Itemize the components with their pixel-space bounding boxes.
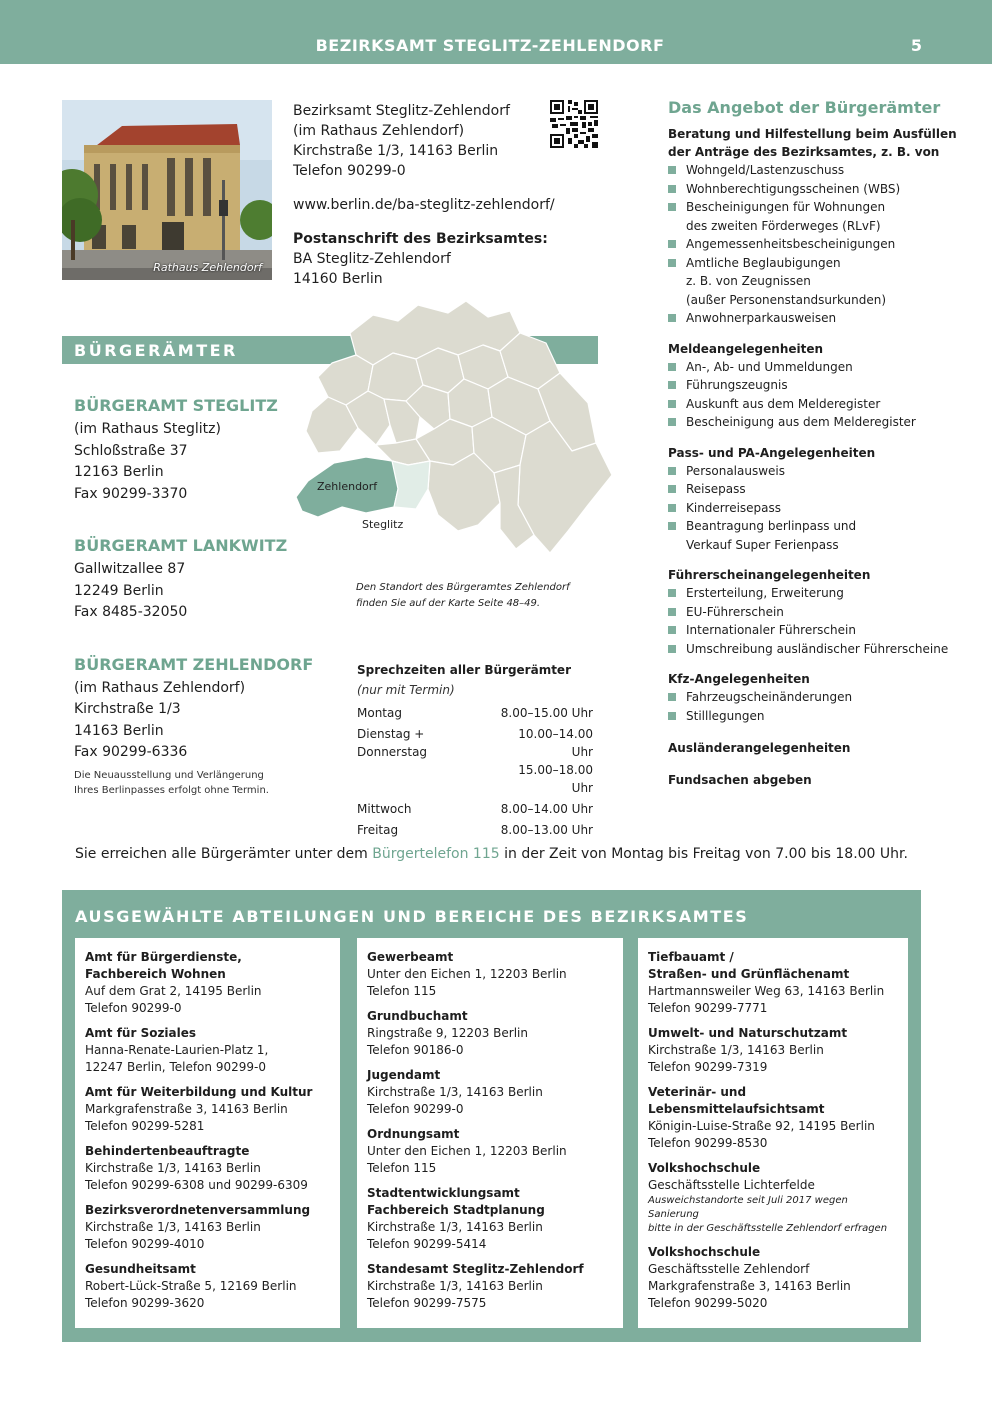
department-note: bitte in der Geschäftsstelle Zehlendorf erfragen (648, 1223, 888, 1234)
office-location: (im Rathaus Zehlendorf) (293, 123, 465, 139)
departments-column-3 (638, 938, 908, 1328)
department-name: Amt für Bürgerdienste, (85, 950, 242, 964)
citizen-phone-link[interactable]: Bürgertelefon 115 (372, 846, 500, 862)
department-line: Telefon 90299-5020 (648, 1296, 768, 1310)
office-line: Kirchstraße 1/3 (74, 701, 181, 717)
department-line: Hanna-Renate-Laurien-Platz 1, (85, 1043, 269, 1057)
office-line: Schloßstraße 37 (74, 442, 188, 459)
department-entry (85, 949, 330, 1017)
opening-hours (357, 660, 593, 839)
department-entry (367, 1126, 613, 1177)
department-line: Telefon 90299-7319 (648, 1060, 768, 1074)
departments-box (62, 890, 921, 1342)
office-line: Fax 90299-3370 (74, 485, 188, 502)
department-name: Fachbereich Stadtplanung (367, 1203, 545, 1217)
office-zehlendorf (74, 654, 334, 798)
department-entry (367, 1185, 613, 1253)
list-item: An-, Ab- und Ummeldungen (668, 358, 978, 377)
departments-column-1 (75, 938, 340, 1328)
hours-times (495, 725, 593, 797)
department-line: Telefon 90299-0 (85, 1001, 182, 1015)
list-item: Wohngeld/Lastenzuschuss (668, 161, 978, 180)
office-lankwitz (74, 535, 334, 624)
department-entry (648, 1244, 898, 1312)
department-entry (367, 1008, 613, 1059)
department-name: Straßen- und Grünflächenamt (648, 967, 850, 981)
hours-times (501, 800, 593, 818)
department-name: Stadtentwicklungsamt (367, 1186, 520, 1200)
services-extra: Ausländerangelegenheiten (668, 741, 851, 755)
services-title: Das Angebot der Bürgerämter (668, 98, 941, 117)
department-name: Bezirksverordnetenversammlung (85, 1203, 311, 1217)
office-line: 12249 Berlin (74, 582, 164, 599)
hours-day: Mittwoch (357, 802, 412, 816)
department-line: Kirchstraße 1/3, 14163 Berlin (85, 1161, 261, 1175)
citizen-phone-line (75, 844, 908, 864)
department-line: Auf dem Grat 2, 14195 Berlin (85, 984, 262, 998)
hours-row (357, 821, 593, 839)
office-title: BÜRGERAMT LANKWITZ (74, 536, 288, 555)
department-name: Amt für Soziales (85, 1026, 197, 1040)
office-name: Bezirksamt Steglitz-Zehlendorf (293, 103, 510, 119)
department-line: Robert-Lück-Straße 5, 12169 Berlin (85, 1279, 297, 1293)
department-line: Kirchstraße 1/3, 14163 Berlin (85, 1220, 261, 1234)
hours-time: 8.00–14.00 Uhr (500, 802, 593, 816)
list-item: EU-Führerschein (668, 603, 978, 622)
department-line: Telefon 115 (367, 1161, 437, 1175)
map-label-steglitz: Steglitz (362, 518, 404, 531)
office-steglitz (74, 395, 334, 505)
department-line: Telefon 90299-8530 (648, 1136, 768, 1150)
page-header (0, 0, 992, 64)
list-item: Anwohnerparkausweisen (668, 309, 978, 328)
hours-time: 15.00–18.00 Uhr (518, 763, 593, 795)
department-line: Telefon 90299-6308 und 90299-6309 (85, 1178, 308, 1192)
office-street: Kirchstraße 1/3, 14163 Berlin (293, 143, 499, 159)
list-item: Bescheinigungen für Wohnungen (668, 198, 978, 217)
department-entry (648, 1160, 898, 1236)
list-item: Auskunft aus dem Melderegister (668, 395, 978, 414)
services-panel (668, 98, 978, 789)
department-entry (648, 1084, 898, 1152)
services-group-list (668, 584, 978, 658)
department-name: Behindertenbeauftragte (85, 1144, 250, 1158)
department-line: 12247 Berlin, Telefon 90299-0 (85, 1060, 266, 1074)
department-line: Telefon 90299-5414 (367, 1237, 487, 1251)
services-intro (668, 125, 978, 161)
services-extra: Fundsachen abgeben (668, 773, 812, 787)
department-line: Telefon 90299-0 (367, 1102, 464, 1116)
department-name: Gesundheitsamt (85, 1262, 196, 1276)
phone-line-text: Sie erreichen alle Bürgerämter unter dem (75, 846, 373, 862)
postal-label: Postanschrift des Bezirksamtes: (293, 231, 548, 247)
office-website-link[interactable]: www.berlin.de/ba-steglitz-zehlendorf/ (293, 197, 555, 213)
departments-column-2 (357, 938, 623, 1328)
hours-title: Sprechzeiten aller Bürgerämter (357, 663, 571, 677)
department-entry (367, 1067, 613, 1118)
hours-row (357, 800, 593, 818)
office-line: 12163 Berlin (74, 464, 164, 480)
building-illustration (62, 100, 272, 280)
office-title: BÜRGERAMT ZEHLENDORF (74, 654, 314, 674)
map-label-zehlendorf: Zehlendorf (317, 480, 378, 493)
list-item: Bescheinigung aus dem Melderegister (668, 413, 978, 432)
department-entry (648, 949, 898, 1017)
department-line: Königin-Luise-Straße 92, 14195 Berlin (648, 1119, 875, 1133)
department-line: Hartmannsweiler Weg 63, 14163 Berlin (648, 984, 885, 998)
departments-heading: AUSGEWÄHLTE ABTEILUNGEN UND BEREICHE DES BEZIRKSAMTES (75, 907, 749, 926)
services-group-title: Pass- und PA-Angelegenheiten (668, 445, 876, 460)
services-group-list (668, 688, 978, 725)
map-district-steglitz (392, 461, 430, 509)
department-entry (85, 1143, 330, 1194)
office-list (74, 395, 334, 798)
map-note (356, 580, 570, 612)
hours-times (501, 704, 593, 722)
department-name: Veterinär- und (648, 1085, 747, 1099)
hours-day: Dienstag + Donnerstag (357, 727, 428, 759)
department-line: Ringstraße 9, 12203 Berlin (367, 1026, 528, 1040)
office-title: BÜRGERAMT STEGLITZ (74, 396, 278, 415)
department-line: Kirchstraße 1/3, 14163 Berlin (367, 1279, 543, 1293)
office-line: 14163 Berlin (74, 722, 164, 739)
hours-times (501, 821, 593, 839)
department-name: Tiefbauamt / (648, 950, 734, 964)
note-line: Ihres Berlinpasses erfolgt ohne Termin. (74, 784, 269, 796)
department-name: Amt für Weiterbildung und Kultur (85, 1085, 313, 1099)
list-item: Stilllegungen (668, 707, 978, 726)
note-line: Die Neuausstellung und Verlängerung (74, 769, 264, 781)
services-group-title: Führerscheinangelegenheiten (668, 568, 871, 582)
department-line: Telefon 90299-3620 (85, 1296, 205, 1310)
page-number: 5 (910, 36, 922, 55)
department-line: Markgrafenstraße 3, 14163 Berlin (648, 1279, 851, 1293)
department-name: Fachbereich Wohnen (85, 967, 226, 981)
department-name: Standesamt Steglitz-Zehlendorf (367, 1262, 584, 1276)
department-name: Volkshochschule (648, 1161, 761, 1175)
office-line: Gallwitzallee 87 (74, 561, 186, 577)
map-note-line: finden Sie auf der Karte Seite 48–49. (356, 598, 541, 609)
hours-subtitle: (nur mit Termin) (357, 683, 455, 697)
services-list (668, 161, 978, 328)
department-line: Telefon 90186-0 (367, 1043, 464, 1057)
department-line: Telefon 90299-7575 (367, 1296, 487, 1310)
rathaus-photo (62, 100, 272, 280)
department-line: Geschäftsstelle Zehlendorf (648, 1262, 810, 1276)
office-line: (im Rathaus Steglitz) (74, 421, 221, 437)
department-name: Jugendamt (367, 1068, 441, 1082)
department-entry (85, 1202, 330, 1253)
department-line: Unter den Eichen 1, 12203 Berlin (367, 967, 567, 981)
hours-row (357, 725, 593, 797)
hours-time: 8.00–15.00 Uhr (500, 706, 593, 720)
department-entry (648, 1025, 898, 1076)
map-note-line: Den Standort des Bürgeramtes Zehlendorf (356, 582, 570, 593)
berlinpass-note (74, 768, 334, 798)
department-entry (85, 1084, 330, 1135)
department-entry (367, 1261, 613, 1312)
department-line: Markgrafenstraße 3, 14163 Berlin (85, 1102, 288, 1116)
office-phone: Telefon 90299-0 (293, 163, 406, 179)
list-item: Internationaler Führerschein (668, 621, 978, 640)
services-group-title: Kfz-Angelegenheiten (668, 672, 810, 686)
hours-time: 10.00–14.00 Uhr (518, 727, 593, 759)
department-line: Telefon 90299-4010 (85, 1237, 205, 1251)
hours-day: Freitag (357, 823, 399, 837)
list-item: Reisepass (668, 480, 978, 499)
list-item-continuation: Verkauf Super Ferienpass (686, 537, 839, 552)
postal-city: 14160 Berlin (293, 271, 383, 287)
hours-time: 8.00–13.00 Uhr (500, 823, 593, 837)
department-line: Telefon 90299-5281 (85, 1119, 205, 1133)
department-line: Telefon 90299-7771 (648, 1001, 768, 1015)
office-line: (im Rathaus Zehlendorf) (74, 679, 246, 696)
postal-name: BA Steglitz-Zehlendorf (293, 251, 451, 267)
office-line: Fax 90299-6336 (74, 744, 188, 760)
department-line: Kirchstraße 1/3, 14163 Berlin (367, 1220, 543, 1234)
list-item: Kinderreisepass (668, 499, 978, 518)
hours-row (357, 704, 593, 722)
department-name: Volkshochschule (648, 1245, 761, 1259)
phone-line-text: in der Zeit von Montag bis Freitag von 7.00 bis 18.00 Uhr. (499, 846, 908, 862)
list-item: Umschreibung ausländischer Führerscheine (668, 640, 978, 659)
department-name: Grundbuchamt (367, 1009, 468, 1023)
department-name: Gewerbeamt (367, 950, 454, 964)
list-item: Angemessenheitsbescheinigungen (668, 235, 978, 254)
department-note: Ausweichstandorte seit Juli 2017 wegen Sanierung (648, 1195, 848, 1220)
header-title: BEZIRKSAMT STEGLITZ-ZEHLENDORF (315, 36, 665, 55)
department-line: Geschäftsstelle Lichterfelde (648, 1178, 815, 1192)
list-item-continuation: (außer Personenstandsurkunden) (686, 292, 887, 307)
photo-caption: Rathaus Zehlendorf (153, 261, 262, 274)
department-line: Unter den Eichen 1, 12203 Berlin (367, 1144, 567, 1158)
list-item: Führungszeugnis (668, 376, 978, 395)
department-line: Kirchstraße 1/3, 14163 Berlin (367, 1085, 543, 1099)
hours-day: Montag (357, 706, 402, 720)
department-line: Telefon 115 (367, 984, 437, 998)
services-group-list (668, 358, 978, 432)
department-entry (85, 1261, 330, 1312)
department-entry (85, 1025, 330, 1076)
list-item: Ersterteilung, Erweiterung (668, 584, 978, 603)
list-item: Beantragung berlinpass und (668, 517, 978, 536)
department-name: Umwelt- und Naturschutzamt (648, 1026, 848, 1040)
services-intro-line: der Anträge des Bezirksamtes, z. B. von (668, 145, 940, 159)
department-name: Ordnungsamt (367, 1127, 460, 1141)
qr-code-icon[interactable] (550, 100, 598, 148)
list-item-continuation: des zweiten Förderweges (RLvF) (686, 218, 881, 233)
berlin-district-map (288, 293, 614, 575)
office-line: Fax 8485-32050 (74, 604, 188, 620)
buergeraemter-heading: BÜRGERÄMTER (62, 336, 598, 364)
list-item: Wohnberechtigungsscheinen (WBS) (668, 180, 978, 199)
list-item: Personalausweis (668, 462, 978, 481)
department-entry (367, 949, 613, 1000)
list-item: Amtliche Beglaubigungen (668, 254, 978, 273)
department-line: Kirchstraße 1/3, 14163 Berlin (648, 1043, 824, 1057)
services-group-list (668, 462, 978, 555)
department-name: Lebensmittelaufsichtsamt (648, 1102, 825, 1116)
services-intro-line: Beratung und Hilfestellung beim Ausfüllen (668, 127, 957, 141)
list-item-continuation: z. B. von Zeugnissen (686, 274, 811, 288)
services-group-title: Meldeangelegenheiten (668, 341, 824, 356)
list-item: Fahrzeugscheinänderungen (668, 688, 978, 707)
